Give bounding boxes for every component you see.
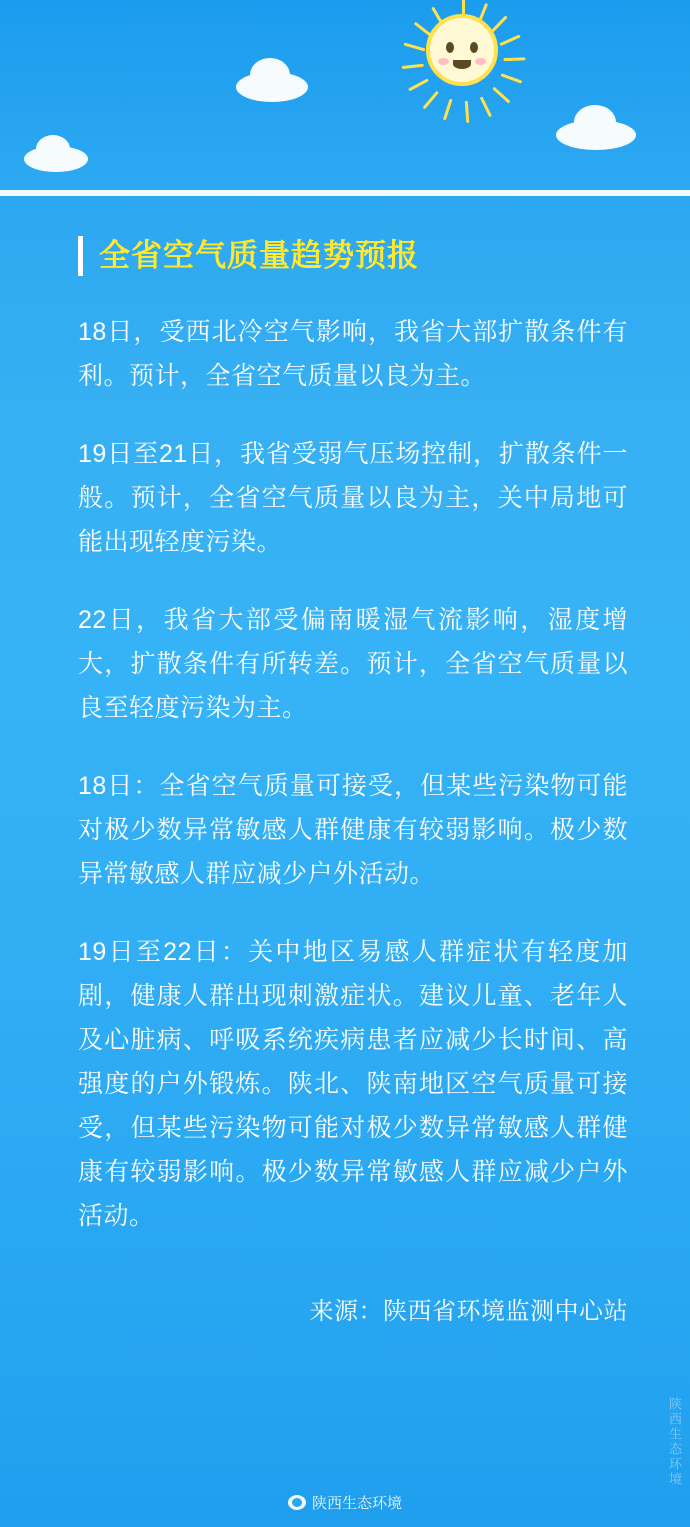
weibo-icon [288, 1495, 306, 1510]
footer-watermark [0, 1492, 690, 1513]
paragraph: 19日至22日：关中地区易感人群症状有轻度加剧，健康人群出现刺激症状。建议儿童、老年人及心脏病、呼吸系统疾病患者应减少长时间、高强度的户外锻炼。陕北、陕南地区空气质量可接受，但某些污染物可能对极少数异常敏感人群健康有较弱影响。极少数异常敏感人群应减少户外活动。 [78, 938, 628, 1230]
weibo-account-badge [288, 1492, 402, 1513]
title-accent-bar [78, 236, 83, 276]
weibo-account-name: 陕西生态环境 [311, 1495, 402, 1512]
paragraph: 18日，受西北冷空气影响，我省大部扩散条件有利。预计，全省空气质量以良为主。 [78, 318, 628, 390]
paragraph-list [78, 310, 628, 1238]
sky-band [0, 0, 690, 196]
sun-icon [398, 0, 528, 126]
page-title [78, 236, 690, 276]
cloud-icon [236, 72, 308, 102]
source-attribution: 来源：陕西省环境监测中心站 [309, 1298, 628, 1325]
paragraph: 19日至21日，我省受弱气压场控制，扩散条件一般。预计，全省空气质量以良为主，关中局地可能出现轻度污染。 [78, 440, 628, 556]
side-watermark: 陕西生态环境 [667, 1397, 682, 1487]
paragraph: 22日，我省大部受偏南暖湿气流影响，湿度增大，扩散条件有所转差。预计，全省空气质量以良至轻度污染为主。 [78, 606, 628, 722]
paragraph: 18日：全省空气质量可接受，但某些污染物可能对极少数异常敏感人群健康有较弱影响。极少数异常敏感人群应减少户外活动。 [78, 772, 628, 888]
article-body [0, 196, 690, 1330]
cloud-icon [556, 120, 636, 150]
cloud-icon [24, 146, 88, 172]
title-text: 全省空气质量趋势预报 [99, 238, 419, 273]
